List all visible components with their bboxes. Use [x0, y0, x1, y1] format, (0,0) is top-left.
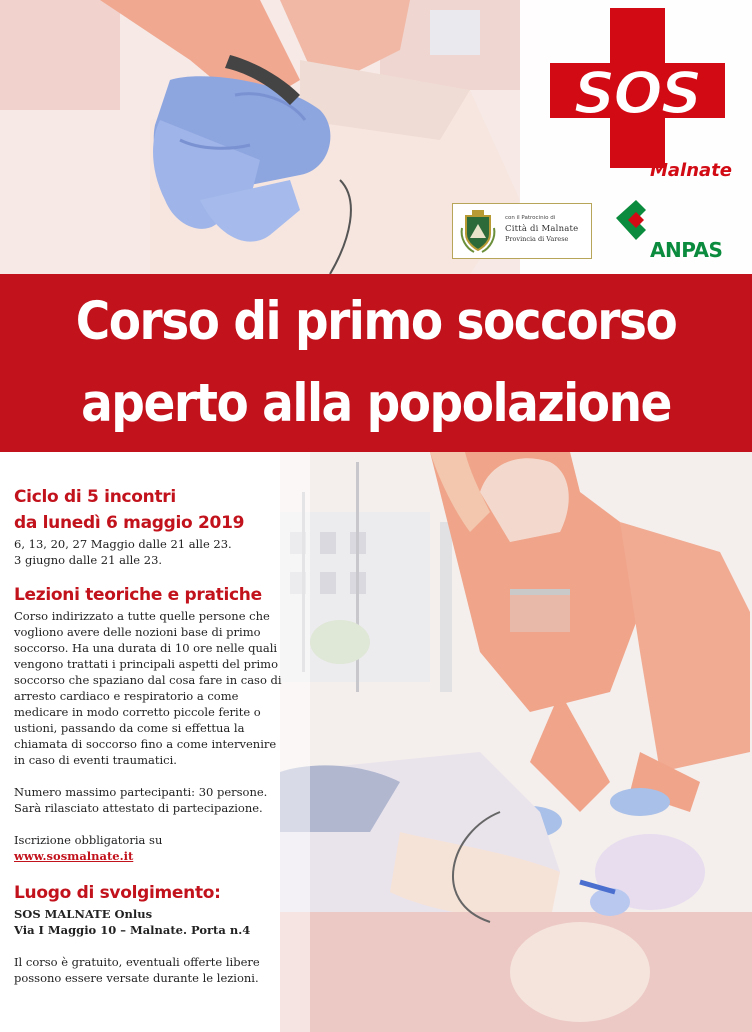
anpas-logo-text: ANPAS	[650, 238, 723, 262]
sos-logo-text: SOS	[573, 59, 701, 127]
patronage-badge	[452, 203, 592, 259]
title-line1: Corso di primo soccorso	[75, 290, 677, 353]
venue-name: SOS MALNATE Onlus	[14, 907, 153, 921]
schedule-heading2: da lunedì 6 maggio 2019	[14, 513, 245, 533]
title-banner	[0, 274, 752, 452]
schedule-heading1: Ciclo di 5 incontri	[14, 487, 176, 507]
patronage-line3: Provincia di Varese	[505, 235, 569, 243]
patronage-line2: Città di Malnate	[505, 224, 579, 234]
info-column	[14, 484, 286, 986]
lessons-description: Corso indirizzato a tutte quelle persone che vogliono avere delle nozioni base di primo soccorso. Ha una durata di 10 ore nelle quali vengono trattati i principali aspetti del primo soccorso che spaziano dal cosa fare in caso di arresto cardiaco e respiratorio a come medicare in modo corretto piccole ferite o ustioni, passando da come si effettua la chiamata di soccorso fino a come intervenire in caso di eventi traumatici.	[14, 609, 282, 767]
schedule-dates2: 3 giugno dalle 21 alle 23.	[14, 553, 163, 567]
participants-info: Numero massimo partecipanti: 30 persone. Sarà rilasciato attestato di partecipazione.	[14, 785, 268, 815]
venue-address: Via I Maggio 10 – Malnate. Porta n.4	[14, 923, 251, 937]
lessons-heading: Lezioni teoriche e pratiche	[14, 585, 262, 605]
registration-info: Iscrizione obbligatoria su	[14, 833, 163, 847]
sos-logo-subtitle: Malnate	[650, 160, 733, 181]
venue-note: Il corso è gratuito, eventuali offerte libere possono essere versate durante le lezioni.	[14, 955, 260, 985]
website-link[interactable]: www.sosmalnate.it	[14, 849, 134, 863]
title-line2: aperto alla popolazione	[81, 372, 671, 435]
rescuer-training-photo	[280, 452, 752, 1032]
schedule-dates1: 6, 13, 20, 27 Maggio dalle 21 alle 23.	[14, 537, 232, 551]
patronage-line1: con il Patrocinio di	[505, 215, 556, 221]
city-crest-icon	[458, 208, 498, 254]
venue-heading: Luogo di svolgimento:	[14, 883, 221, 903]
